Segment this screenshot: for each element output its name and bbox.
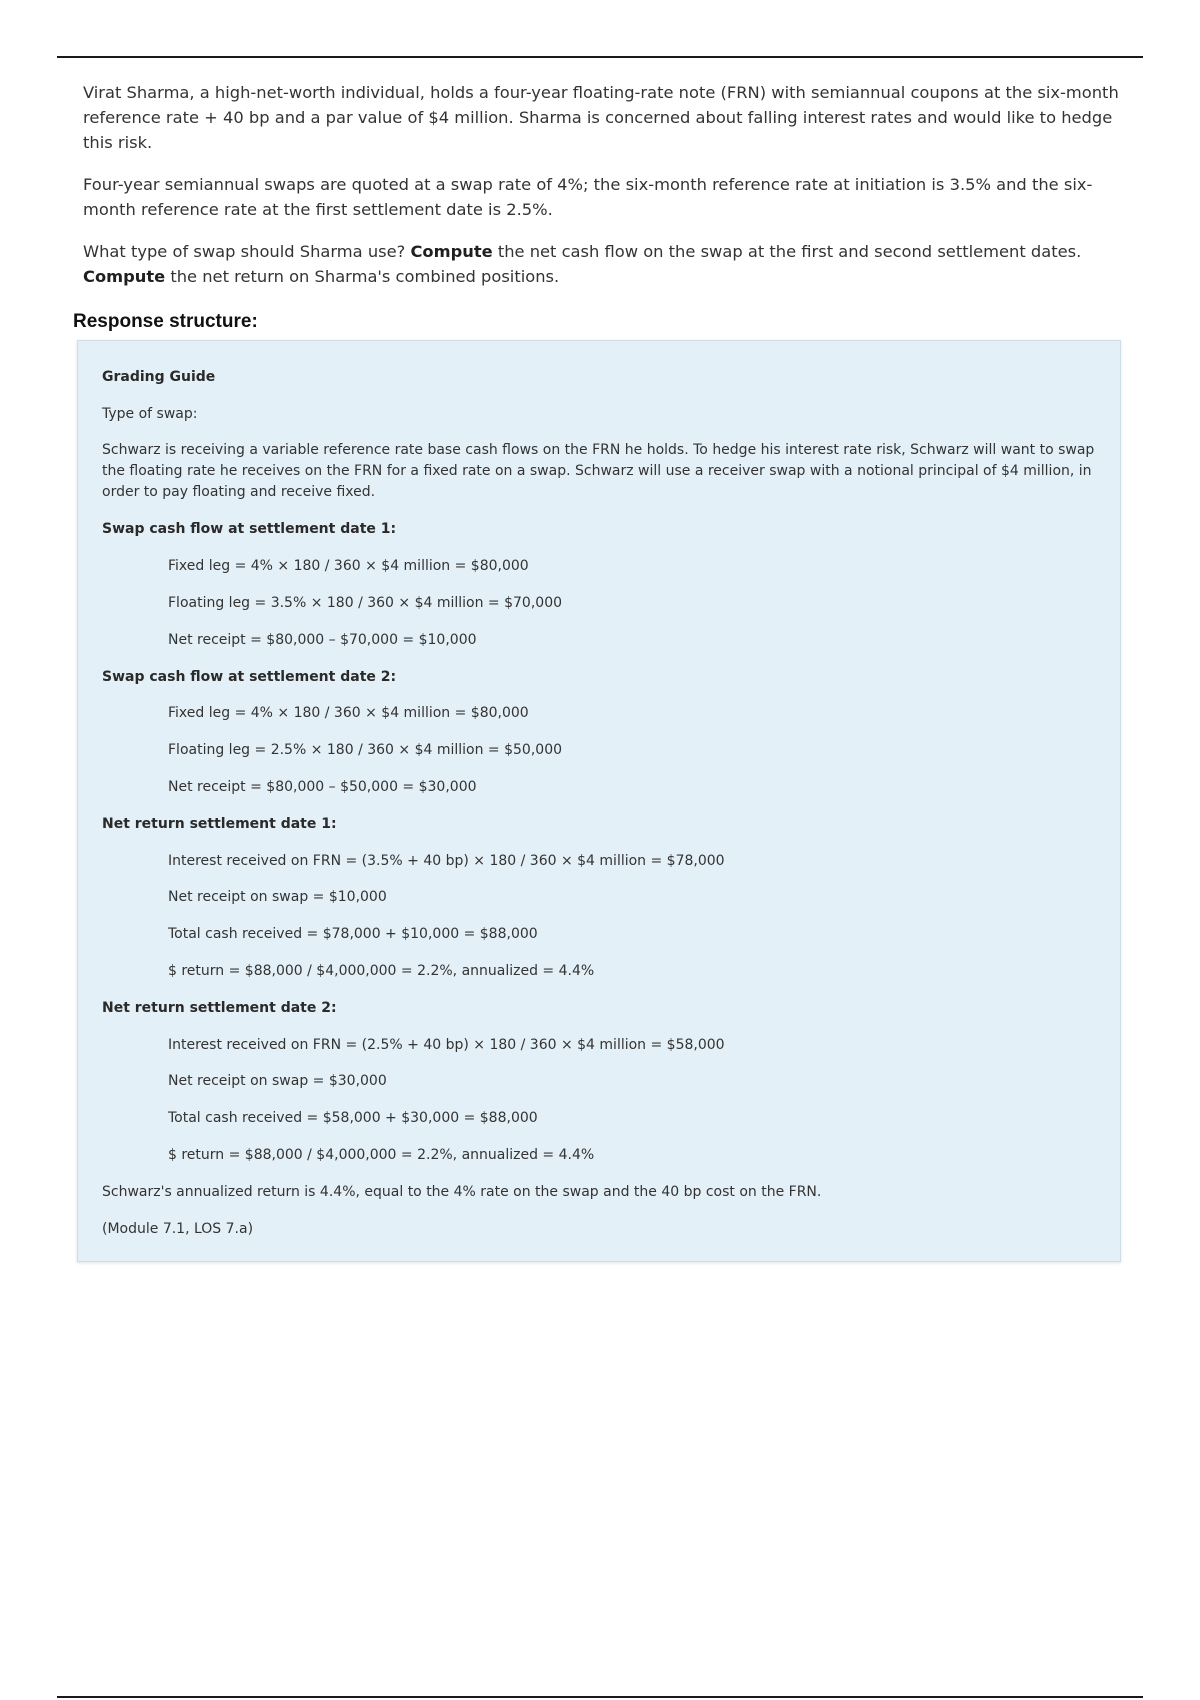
- net-return-1-dollar-return: $ return = $88,000 / $4,000,000 = 2.2%, annualized = 4.4%: [168, 962, 595, 979]
- net-return-2-frn-interest: Interest received on FRN = (2.5% + 40 bp) × 180 / 360 × $4 million = $58,000: [168, 1036, 725, 1053]
- module-reference: (Module 7.1, LOS 7.a): [102, 1220, 254, 1237]
- question-text: [83, 80, 1128, 306]
- top-rule: [57, 56, 1143, 58]
- net-return-2-heading: Net return settlement date 2:: [102, 999, 337, 1016]
- settlement-2-heading: Swap cash flow at settlement date 2:: [102, 668, 397, 685]
- type-of-swap-label: Type of swap:: [102, 405, 198, 422]
- net-return-2-total-cash: Total cash received = $58,000 + $30,000 = $88,000: [168, 1110, 538, 1127]
- net-return-1-swap-receipt: Net receipt on swap = $10,000: [168, 889, 387, 906]
- question-paragraph-1: Virat Sharma, a high-net-worth individual, holds a four-year floating-rate note (FRN) with semiannual coupons at the six-month reference rate + 40 bp and a par value of $4 million. Sharma is concerned about falling interest rates and would like to hedge this risk.: [83, 83, 1119, 152]
- question-ask-type: What type of swap should Sharma use?: [83, 242, 411, 261]
- question-paragraph-2: Four-year semiannual swaps are quoted at a swap rate of 4%; the six-month reference rate at initiation is 3.5% and the six-month reference rate at the first settlement date is 2.5%.: [83, 175, 1093, 219]
- compute-emphasis-2: Compute: [83, 267, 166, 286]
- conclusion-text: Schwarz's annualized return is 4.4%, equal to the 4% rate on the swap and the 40 bp cost on the FRN.: [102, 1183, 822, 1200]
- net-return-2-dollar-return: $ return = $88,000 / $4,000,000 = 2.2%, annualized = 4.4%: [168, 1146, 595, 1163]
- settlement-2-fixed-leg: Fixed leg = 4% × 180 / 360 × $4 million = $80,000: [168, 705, 529, 722]
- net-return-1-heading: Net return settlement date 1:: [102, 815, 337, 832]
- question-ask-cashflow: the net cash flow on the swap at the first and second settlement dates.: [492, 242, 1082, 261]
- grading-guide-title: Grading Guide: [102, 369, 216, 385]
- settlement-2-net-receipt: Net receipt = $80,000 – $50,000 = $30,000: [168, 778, 477, 795]
- compute-emphasis-1: Compute: [410, 242, 493, 261]
- type-of-swap-explanation: Schwarz is receiving a variable reference rate base cash flows on the FRN he holds. To hedge his interest rate risk, Schwarz will want to swap the floating rate he receives on the FRN for a fixed rate on a swap. Schwarz will use a receiver swap with a notional principal of $4 million, in order to pay floating and receive fixed.: [102, 441, 1095, 500]
- net-return-1-frn-interest: Interest received on FRN = (3.5% + 40 bp) × 180 / 360 × $4 million = $78,000: [168, 852, 725, 869]
- bottom-rule: [57, 1696, 1143, 1698]
- net-return-1-total-cash: Total cash received = $78,000 + $10,000 = $88,000: [168, 926, 538, 943]
- response-structure-heading: Response structure:: [73, 311, 258, 332]
- settlement-1-fixed-leg: Fixed leg = 4% × 180 / 360 × $4 million = $80,000: [168, 558, 529, 575]
- net-return-2-swap-receipt: Net receipt on swap = $30,000: [168, 1073, 387, 1090]
- settlement-1-floating-leg: Floating leg = 3.5% × 180 / 360 × $4 million = $70,000: [168, 594, 563, 611]
- settlement-1-heading: Swap cash flow at settlement date 1:: [102, 521, 397, 538]
- settlement-2-floating-leg: Floating leg = 2.5% × 180 / 360 × $4 million = $50,000: [168, 742, 563, 759]
- settlement-1-net-receipt: Net receipt = $80,000 – $70,000 = $10,000: [168, 631, 477, 648]
- question-ask-return: the net return on Sharma's combined positions.: [165, 267, 560, 286]
- grading-guide-box: [77, 340, 1121, 1262]
- question-paragraph-3: [83, 239, 1128, 289]
